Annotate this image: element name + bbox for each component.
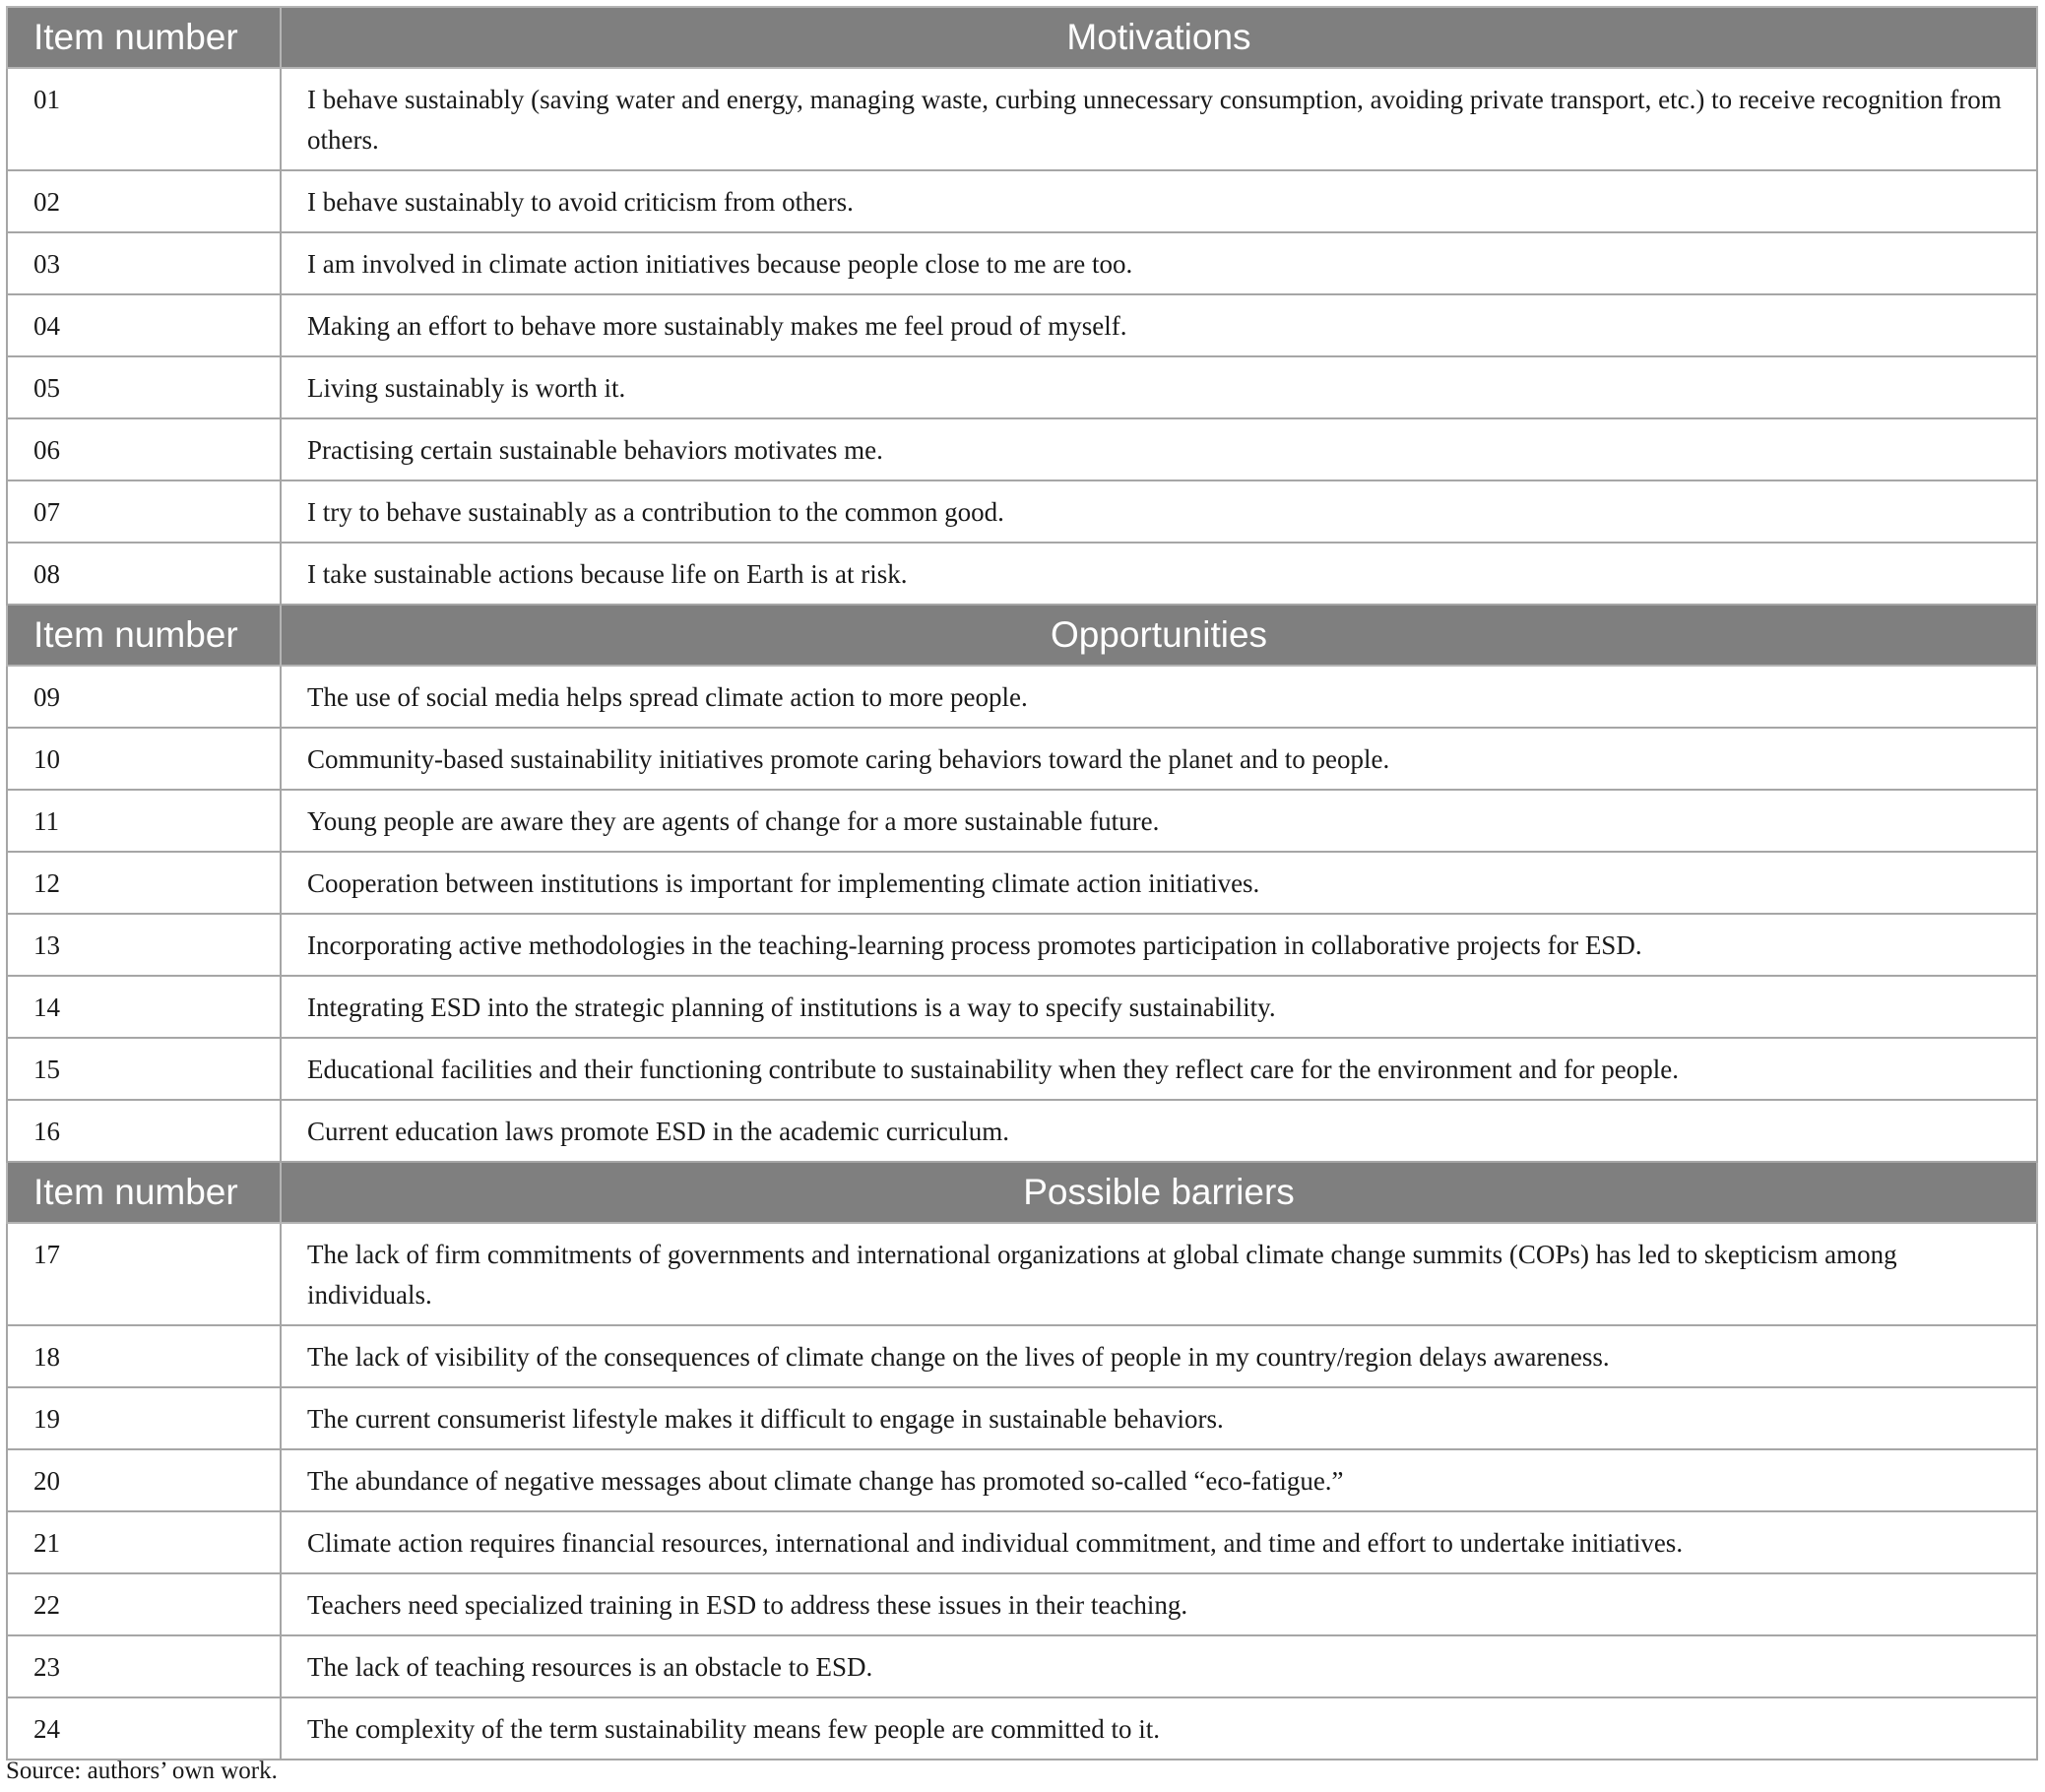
item-statement-cell: Young people are aware they are agents of change for a more sustainable future. (281, 790, 2037, 852)
table-row (7, 1223, 2037, 1325)
item-number-cell: 18 (7, 1325, 281, 1387)
table-row (7, 1635, 2037, 1697)
items-table-body (7, 7, 2037, 1760)
item-number-header: Item number (7, 7, 281, 68)
item-number-cell: 10 (7, 728, 281, 790)
item-statement-cell: The current consumerist lifestyle makes it difficult to engage in sustainable behaviors. (281, 1387, 2037, 1449)
items-table-container (6, 6, 2036, 1760)
item-number-cell: 04 (7, 294, 281, 356)
item-number-cell: 17 (7, 1223, 281, 1325)
item-number-cell: 01 (7, 68, 281, 170)
item-statement-cell: Current education laws promote ESD in the academic curriculum. (281, 1100, 2037, 1162)
item-statement-cell: Practising certain sustainable behaviors motivates me. (281, 418, 2037, 480)
item-number-cell: 07 (7, 480, 281, 543)
item-number-cell: 09 (7, 666, 281, 728)
item-number-cell: 21 (7, 1511, 281, 1573)
table-row (7, 1449, 2037, 1511)
item-statement-cell: I behave sustainably to avoid criticism from others. (281, 170, 2037, 232)
table-row (7, 914, 2037, 976)
table-row (7, 170, 2037, 232)
source-note: Source: authors’ own work. (6, 1758, 278, 1784)
item-number-cell: 05 (7, 356, 281, 418)
table-row (7, 1697, 2037, 1760)
item-number-cell: 19 (7, 1387, 281, 1449)
table-row (7, 418, 2037, 480)
items-table (6, 6, 2038, 1760)
table-row (7, 976, 2037, 1038)
table-row (7, 1100, 2037, 1162)
table-row (7, 1573, 2037, 1635)
table-row (7, 356, 2037, 418)
item-number-cell: 23 (7, 1635, 281, 1697)
item-number-cell: 15 (7, 1038, 281, 1100)
table-row (7, 728, 2037, 790)
item-number-header: Item number (7, 605, 281, 666)
item-number-cell: 14 (7, 976, 281, 1038)
item-statement-cell: The use of social media helps spread climate action to more people. (281, 666, 2037, 728)
item-number-cell: 08 (7, 543, 281, 605)
section-header-row (7, 7, 2037, 68)
item-number-cell: 03 (7, 232, 281, 294)
section-header-row (7, 1162, 2037, 1223)
item-statement-cell: I try to behave sustainably as a contribution to the common good. (281, 480, 2037, 543)
table-row (7, 1511, 2037, 1573)
table-row (7, 1325, 2037, 1387)
section-title: Possible barriers (281, 1162, 2037, 1223)
item-number-cell: 06 (7, 418, 281, 480)
section-title: Opportunities (281, 605, 2037, 666)
section-title: Motivations (281, 7, 2037, 68)
item-number-cell: 02 (7, 170, 281, 232)
item-statement-cell: Climate action requires financial resources, international and individual commitment, and time and effort to undertake initiatives. (281, 1511, 2037, 1573)
item-statement-cell: Educational facilities and their functioning contribute to sustainability when they reflect care for the environment and for people. (281, 1038, 2037, 1100)
item-statement-cell: I behave sustainably (saving water and energy, managing waste, curbing unnecessary consumption, avoiding private transport, etc.) to receive recognition from others. (281, 68, 2037, 170)
item-statement-cell: The lack of visibility of the consequences of climate change on the lives of people in my country/region delays awareness. (281, 1325, 2037, 1387)
item-statement-cell: Teachers need specialized training in ESD to address these issues in their teaching. (281, 1573, 2037, 1635)
item-number-cell: 11 (7, 790, 281, 852)
item-number-cell: 12 (7, 852, 281, 914)
item-statement-cell: The complexity of the term sustainability means few people are committed to it. (281, 1697, 2037, 1760)
item-number-cell: 16 (7, 1100, 281, 1162)
table-row (7, 480, 2037, 543)
table-row (7, 790, 2037, 852)
item-statement-cell: Cooperation between institutions is important for implementing climate action initiatives. (281, 852, 2037, 914)
item-statement-cell: The lack of firm commitments of governments and international organizations at global climate change summits (COPs) has led to skepticism among individuals. (281, 1223, 2037, 1325)
item-statement-cell: Making an effort to behave more sustainably makes me feel proud of myself. (281, 294, 2037, 356)
item-statement-cell: The lack of teaching resources is an obstacle to ESD. (281, 1635, 2037, 1697)
table-row (7, 68, 2037, 170)
item-statement-cell: Incorporating active methodologies in the teaching-learning process promotes participation in collaborative projects for ESD. (281, 914, 2037, 976)
item-number-cell: 20 (7, 1449, 281, 1511)
item-number-cell: 22 (7, 1573, 281, 1635)
item-statement-cell: I am involved in climate action initiatives because people close to me are too. (281, 232, 2037, 294)
item-number-cell: 13 (7, 914, 281, 976)
table-row (7, 232, 2037, 294)
table-row (7, 666, 2037, 728)
section-header-row (7, 605, 2037, 666)
table-row (7, 1387, 2037, 1449)
item-number-header: Item number (7, 1162, 281, 1223)
item-statement-cell: Integrating ESD into the strategic planning of institutions is a way to specify sustainability. (281, 976, 2037, 1038)
item-statement-cell: I take sustainable actions because life on Earth is at risk. (281, 543, 2037, 605)
item-statement-cell: Community-based sustainability initiatives promote caring behaviors toward the planet and to people. (281, 728, 2037, 790)
item-statement-cell: The abundance of negative messages about climate change has promoted so-called “eco-fatigue.” (281, 1449, 2037, 1511)
item-number-cell: 24 (7, 1697, 281, 1760)
table-row (7, 294, 2037, 356)
table-row (7, 543, 2037, 605)
table-row (7, 1038, 2037, 1100)
item-statement-cell: Living sustainably is worth it. (281, 356, 2037, 418)
table-row (7, 852, 2037, 914)
